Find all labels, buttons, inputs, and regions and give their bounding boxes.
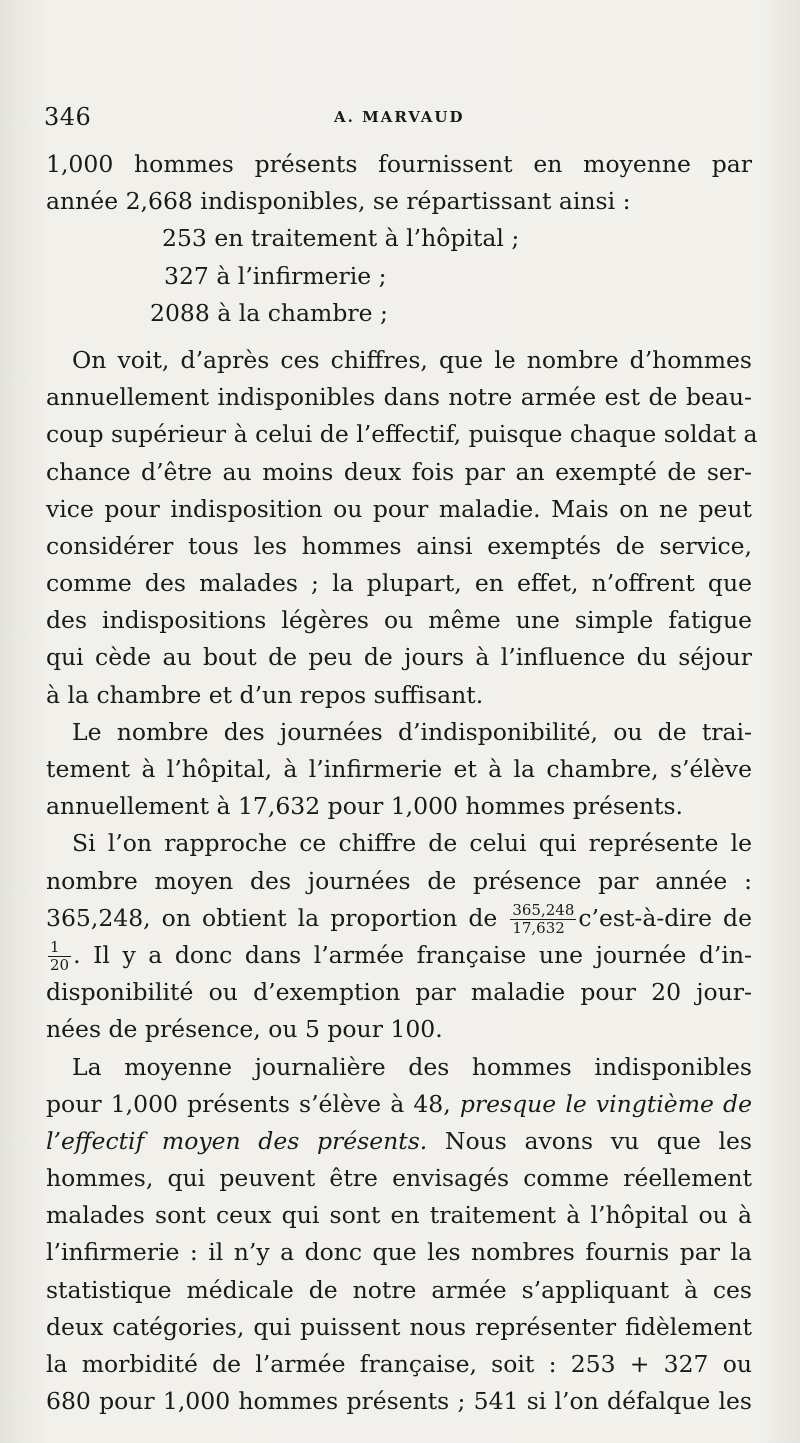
text-line: l’infirmerie : il n’y a donc que les nombres fournis par la <box>46 1238 752 1267</box>
paragraph-2 <box>46 342 758 714</box>
fraction <box>510 902 576 937</box>
italic-text: presque le vingtième de <box>459 1089 752 1118</box>
text-segment: c’est-à-dire de <box>578 903 752 932</box>
text-segment: 365,248, on obtient la proportion de <box>46 903 498 932</box>
fraction-denominator: 17,632 <box>512 918 565 937</box>
text-line: statistique médicale de notre armée s’appliquant à ces <box>46 1275 752 1304</box>
text-line: 680 pour 1,000 hommes présents ; 541 si l’on défalque les <box>46 1387 752 1416</box>
text-line: tement à l’hôpital, à l’infirmerie et à la chambre, s’élève <box>46 755 752 783</box>
indisponibles-list <box>46 220 752 332</box>
text-line: chance d’être au moins deux fois par an exempté de ser- <box>46 457 752 486</box>
text-line: la morbidité de l’armée française, soit : 253 + 327 ou <box>46 1350 752 1378</box>
text-line: vice pour indisposition ou pour maladie. Mais on ne peut <box>46 494 752 523</box>
text-line <box>46 1086 752 1123</box>
text-segment: pour 1,000 présents s’élève à 48, <box>46 1089 451 1118</box>
text-line: nombre moyen des journées de présence par année : <box>46 866 752 895</box>
text-line: annuellement à 17,632 pour 1,000 hommes présents. <box>46 792 684 821</box>
text-line: hommes, qui peuvent être envisagés comme réellement <box>46 1164 752 1193</box>
list-item: 253 en traitement à l’hôpital ; <box>162 224 520 253</box>
running-head: A. MARVAUD <box>334 108 465 126</box>
paragraph-4 <box>46 825 752 1048</box>
fraction-denominator: 20 <box>50 955 70 974</box>
text-line: On voit, d’après ces chiffres, que le nombre d’hommes <box>72 345 752 374</box>
text-segment: Nous avons vu que les <box>444 1126 752 1155</box>
body-text <box>46 146 758 1420</box>
paragraph-1 <box>46 146 752 220</box>
text-line: coup supérieur à celui de l’effectif, puisque chaque soldat a <box>46 420 758 449</box>
text-line: à la chambre et d’un repos suffisant. <box>46 680 484 709</box>
fraction-numerator: 365,248 <box>512 900 575 919</box>
text-line: 1,000 hommes présents fournissent en moyenne par <box>46 150 752 178</box>
text-line: annuellement indisponibles dans notre armée est de beau- <box>46 383 752 412</box>
page-header <box>44 103 750 139</box>
text-line-with-fraction <box>46 937 752 974</box>
text-line: année 2,668 indisponibles, se répartissant ainsi : <box>46 187 631 216</box>
text-line: nées de présence, ou 5 pour 100. <box>46 1015 443 1044</box>
italic-text: l’effectif moyen des présents. <box>46 1126 428 1155</box>
text-line: qui cède au bout de peu de jours à l’influence du séjour <box>46 643 752 672</box>
fraction <box>48 939 71 974</box>
text-line: Le nombre des journées d’indisponibilité, ou de trai- <box>72 717 752 746</box>
text-line-with-fraction <box>46 900 752 937</box>
text-line <box>46 1123 752 1160</box>
text-line: des indispositions légères ou même une simple fatigue <box>46 606 752 635</box>
fraction-numerator: 1 <box>48 939 71 957</box>
paragraph-3 <box>46 714 752 826</box>
text-line: deux catégories, qui puissent nous représenter fidèlement <box>46 1312 752 1341</box>
page-number: 346 <box>44 103 92 131</box>
text-segment: . Il y a donc dans l’armée française une journée d’in- <box>73 940 752 969</box>
text-line: disponibilité ou d’exemption par maladie pour 20 jour- <box>46 978 752 1007</box>
text-line: considérer tous les hommes ainsi exemptés de service, <box>46 531 752 560</box>
text-line: La moyenne journalière des hommes indisponibles <box>72 1052 752 1081</box>
paragraph-5 <box>46 1049 752 1421</box>
text-line: Si l’on rapproche ce chiffre de celui qui représente le <box>72 829 752 858</box>
list-item: 327 à l’infirmerie ; <box>164 261 387 290</box>
text-line: malades sont ceux qui sont en traitement à l’hôpital ou à <box>46 1201 752 1230</box>
text-line: comme des malades ; la plupart, en effet, n’offrent que <box>46 569 752 598</box>
list-item: 2088 à la chambre ; <box>150 298 388 327</box>
